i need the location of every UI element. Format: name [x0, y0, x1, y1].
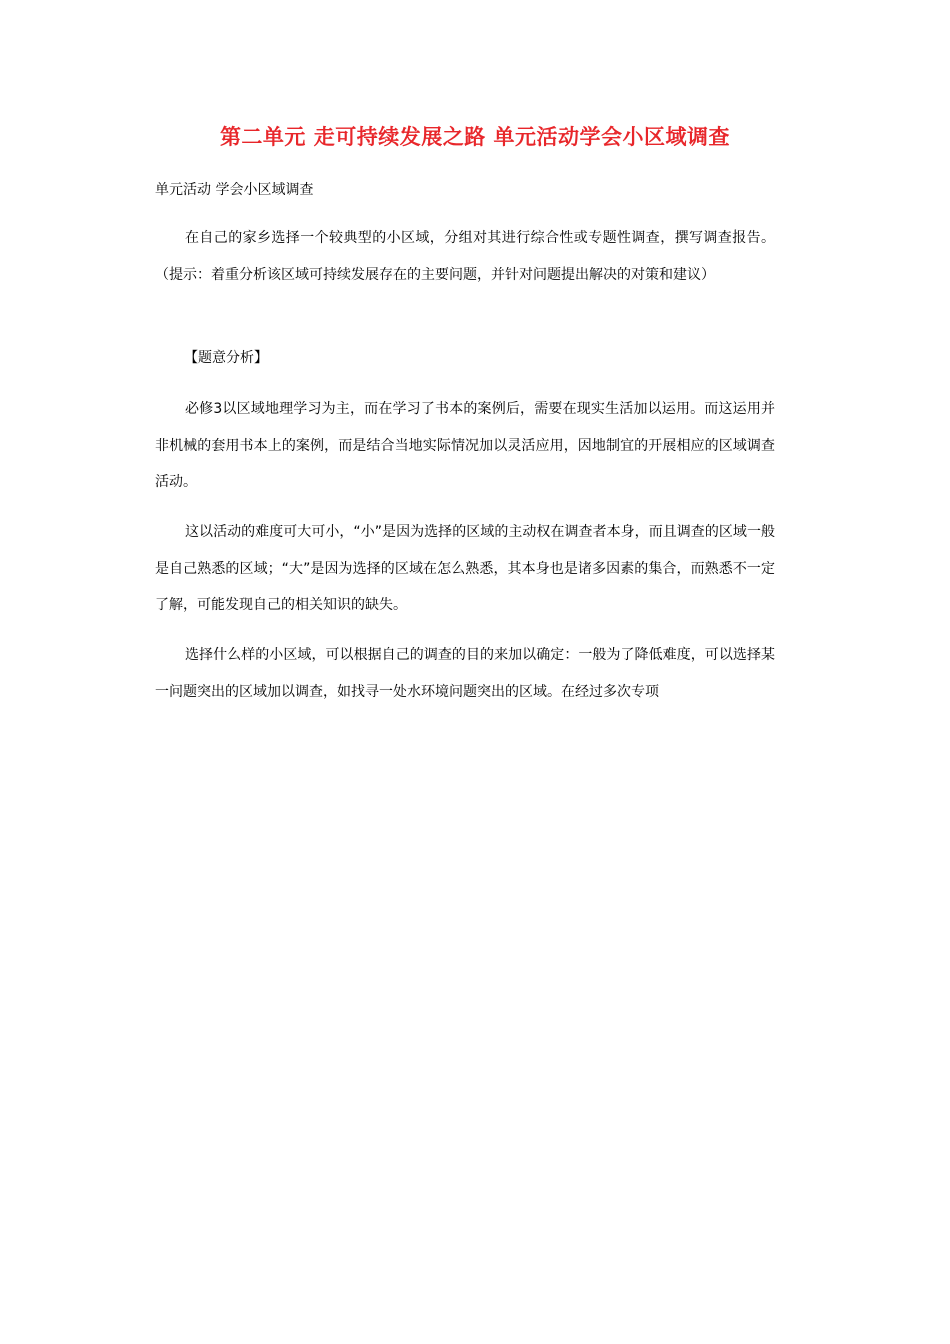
document-title: 第二单元 走可持续发展之路 单元活动学会小区域调查 [219, 124, 731, 149]
paragraph-analysis-3: 选择什么样的小区域，可以根据自己的调查的目的来加以确定：一般为了降低难度，可以选择某一问题突出的区域加以调查，如找寻一处水环境问题突出的区域。在经过多次专项 [155, 647, 775, 700]
paragraph-task: 在自己的家乡选择一个较典型的小区域，分组对其进行综合性或专题性调查，撰写调查报告。（提示：着重分析该区域可持续发展存在的主要问题，并针对问题提出解决的对策和建议） [155, 230, 775, 283]
section-heading: 【题意分析】 [184, 350, 268, 366]
document-subtitle: 单元活动 学会小区域调查 [155, 182, 314, 198]
paragraph-analysis-2: 这以活动的难度可大可小，“小”是因为选择的区域的主动权在调查者本身，而且调查的区域一般是自己熟悉的区域；“大”是因为选择的区域在怎么熟悉，其本身也是诸多因素的集合，而熟悉不一定了解，可能发现自己的相关知识的缺失。 [155, 524, 775, 613]
paragraph-analysis-1: 必修3以区域地理学习为主，而在学习了书本的案例后，需要在现实生活加以运用。而这运用并非机械的套用书本上的案例，而是结合当地实际情况加以灵活应用，因地制宜的开展相应的区域调查活动。 [155, 401, 775, 490]
